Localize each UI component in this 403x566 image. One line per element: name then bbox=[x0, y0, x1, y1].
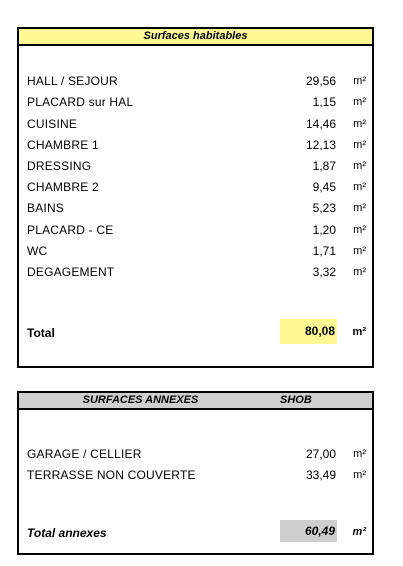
row-value: 14,46 bbox=[305, 117, 336, 131]
table-row bbox=[19, 114, 372, 135]
table-row bbox=[19, 156, 372, 177]
row-value: 33,49 bbox=[305, 468, 336, 482]
row-value: 1,71 bbox=[312, 244, 336, 258]
row-value: 1,87 bbox=[312, 159, 336, 173]
annexes-total-value: 60,49 bbox=[280, 520, 337, 542]
row-value: 9,45 bbox=[312, 180, 336, 194]
row-value: 1,15 bbox=[312, 95, 336, 109]
row-unit: m² bbox=[353, 139, 366, 151]
row-value: 3,32 bbox=[312, 265, 336, 279]
row-label: TERRASSE NON COUVERTE bbox=[27, 468, 196, 482]
row-unit: m² bbox=[353, 448, 366, 460]
total-value: 80,08 bbox=[280, 319, 337, 344]
row-label: DRESSING bbox=[27, 159, 92, 173]
row-unit: m² bbox=[353, 245, 366, 257]
table-row bbox=[19, 465, 372, 486]
row-label: GARAGE / CELLIER bbox=[27, 447, 142, 461]
row-unit: m² bbox=[353, 96, 366, 108]
row-unit: m² bbox=[353, 181, 366, 193]
table-row bbox=[19, 220, 372, 241]
annexes-total-label: Total annexes bbox=[27, 526, 107, 540]
row-label: DEGAGEMENT bbox=[27, 265, 115, 279]
row-value: 29,56 bbox=[305, 74, 336, 88]
table-row bbox=[19, 262, 372, 283]
row-label: PLACARD - CE bbox=[27, 223, 114, 237]
row-unit: m² bbox=[353, 469, 366, 481]
surfaces-habitables-table bbox=[17, 27, 374, 368]
row-unit: m² bbox=[353, 118, 366, 130]
row-unit: m² bbox=[353, 75, 366, 87]
row-value: 1,20 bbox=[312, 223, 336, 237]
table-row bbox=[19, 71, 372, 92]
row-unit: m² bbox=[353, 224, 366, 236]
total-unit: m² bbox=[352, 326, 366, 338]
row-label: BAINS bbox=[27, 201, 65, 215]
habitables-header: Surfaces habitables bbox=[19, 29, 372, 46]
row-unit: m² bbox=[353, 266, 366, 278]
row-label: CHAMBRE 2 bbox=[27, 180, 99, 194]
row-unit: m² bbox=[353, 160, 366, 172]
row-label: CHAMBRE 1 bbox=[27, 138, 99, 152]
shob-header: SHOB bbox=[262, 393, 372, 410]
row-label: PLACARD sur HAL bbox=[27, 95, 134, 109]
table-row bbox=[19, 177, 372, 198]
row-label: WC bbox=[27, 244, 48, 258]
annexes-header: SURFACES ANNEXES bbox=[19, 393, 262, 410]
annexes-total-unit: m² bbox=[352, 526, 366, 538]
row-label: CUISINE bbox=[27, 117, 78, 131]
table-row bbox=[19, 241, 372, 262]
row-value: 27,00 bbox=[305, 447, 336, 461]
table-row bbox=[19, 198, 372, 219]
row-value: 5,23 bbox=[312, 201, 336, 215]
table-row bbox=[19, 92, 372, 113]
total-label: Total bbox=[27, 326, 55, 340]
surfaces-annexes-table bbox=[17, 391, 374, 555]
table-row bbox=[19, 135, 372, 156]
row-label: HALL / SEJOUR bbox=[27, 74, 118, 88]
table-row bbox=[19, 444, 372, 465]
row-unit: m² bbox=[353, 202, 366, 214]
row-value: 12,13 bbox=[305, 138, 336, 152]
